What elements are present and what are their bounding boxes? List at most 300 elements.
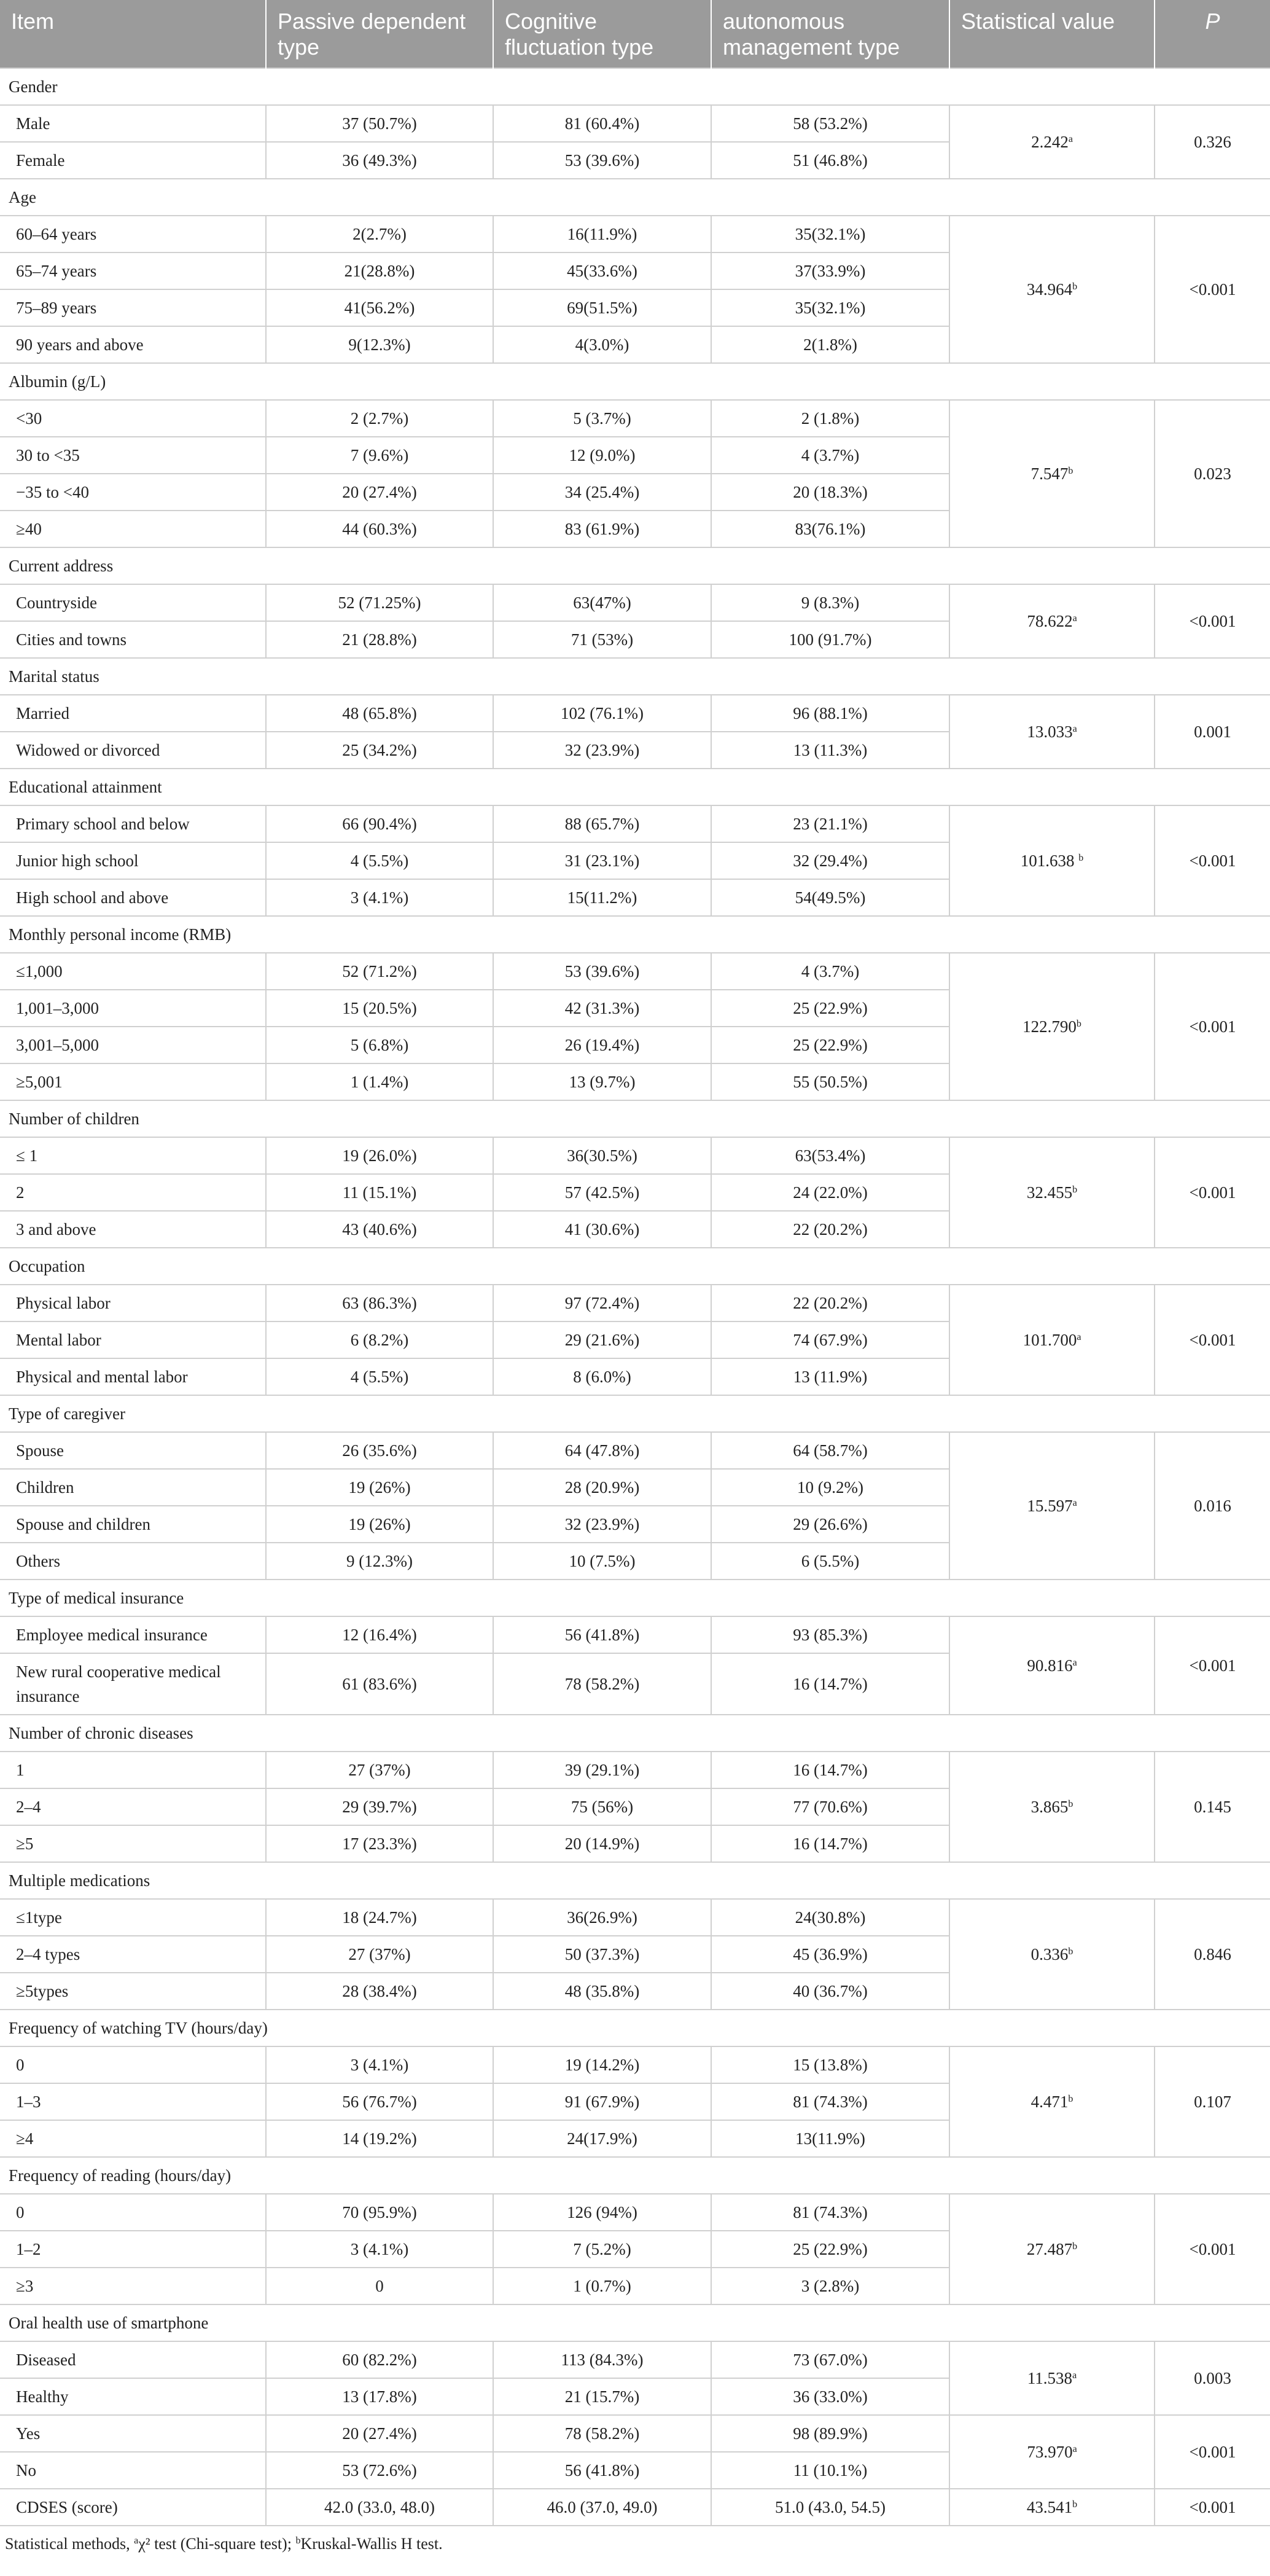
cognitive-value: 81 (60.4%) — [493, 105, 711, 142]
p-value: <0.001 — [1155, 1616, 1270, 1715]
stat-superscript: a — [1072, 1498, 1077, 1508]
autonomous-value: 63(53.4%) — [711, 1137, 949, 1174]
footnote-b-text: Kruskal-Wallis H test. — [300, 2535, 443, 2553]
stat-number: 7.547 — [1030, 464, 1069, 483]
row-label: ≥5types — [0, 1973, 266, 2010]
autonomous-value: 4 (3.7%) — [711, 953, 949, 990]
passive-value: 20 (27.4%) — [266, 474, 493, 511]
table-row — [0, 2046, 1270, 2083]
row-label: Spouse — [0, 1432, 266, 1469]
passive-value: 3 (4.1%) — [266, 2231, 493, 2268]
passive-value: 17 (23.3%) — [266, 1825, 493, 1862]
table-row — [0, 400, 1270, 437]
stat-superscript: b — [1072, 281, 1078, 292]
cdses-row — [0, 2489, 1270, 2526]
row-label: ≥40 — [0, 511, 266, 547]
row-label: −35 to <40 — [0, 474, 266, 511]
group-header-row — [0, 363, 1270, 400]
stat-superscript: a — [1072, 1658, 1077, 1668]
header-cognitive: Cognitive fluctuation type — [493, 0, 711, 68]
table-row — [0, 584, 1270, 621]
cognitive-value: 64 (47.8%) — [493, 1432, 711, 1469]
row-label: 1–2 — [0, 2231, 266, 2268]
passive-value: 56 (76.7%) — [266, 2083, 493, 2120]
header-p: P — [1155, 0, 1270, 68]
passive-value: 2(2.7%) — [266, 216, 493, 253]
stat-number: 3.865 — [1030, 1798, 1069, 1816]
cognitive-value: 50 (37.3%) — [493, 1936, 711, 1973]
stat-number: 34.964 — [1026, 280, 1073, 299]
group-header-row — [0, 68, 1270, 105]
stat-superscript: a — [1072, 2444, 1077, 2454]
stat-number: 43.541 — [1026, 2498, 1073, 2516]
table-row — [0, 695, 1270, 732]
passive-value: 19 (26%) — [266, 1506, 493, 1543]
row-label: Cities and towns — [0, 621, 266, 658]
cognitive-value: 36(26.9%) — [493, 1899, 711, 1936]
group-header-row — [0, 916, 1270, 953]
cognitive-value: 71 (53%) — [493, 621, 711, 658]
group-title: Educational attainment — [0, 769, 1270, 805]
row-label: ≥5,001 — [0, 1063, 266, 1100]
autonomous-value: 3 (2.8%) — [711, 2268, 949, 2304]
footnote-sup-a: a — [134, 2535, 139, 2546]
p-value: <0.001 — [1155, 584, 1270, 658]
passive-value: 29 (39.7%) — [266, 1788, 493, 1825]
statistical-value — [949, 953, 1155, 1100]
p-value: 0.001 — [1155, 695, 1270, 769]
p-value: 0.023 — [1155, 400, 1270, 547]
cognitive-value: 34 (25.4%) — [493, 474, 711, 511]
stat-superscript: a — [1068, 134, 1073, 144]
table-row — [0, 2341, 1270, 2378]
passive-value: 4 (5.5%) — [266, 842, 493, 879]
cognitive-value: 69(51.5%) — [493, 289, 711, 326]
autonomous-value: 96 (88.1%) — [711, 695, 949, 732]
group-title: Type of caregiver — [0, 1395, 1270, 1432]
cognitive-value: 78 (58.2%) — [493, 1653, 711, 1715]
table-row — [0, 805, 1270, 842]
passive-value: 70 (95.9%) — [266, 2194, 493, 2231]
autonomous-value: 58 (53.2%) — [711, 105, 949, 142]
statistical-value — [949, 1616, 1155, 1715]
row-label: ≥5 — [0, 1825, 266, 1862]
row-label: ≤1type — [0, 1899, 266, 1936]
stat-superscript: b — [1076, 1019, 1081, 1029]
passive-value: 42.0 (33.0, 48.0) — [266, 2489, 493, 2526]
row-label: Children — [0, 1469, 266, 1506]
cognitive-value: 56 (41.8%) — [493, 2452, 711, 2489]
table-row — [0, 2194, 1270, 2231]
cognitive-value: 31 (23.1%) — [493, 842, 711, 879]
group-title: Type of medical insurance — [0, 1580, 1270, 1616]
autonomous-value: 81 (74.3%) — [711, 2083, 949, 2120]
passive-value: 13 (17.8%) — [266, 2378, 493, 2415]
passive-value: 53 (72.6%) — [266, 2452, 493, 2489]
row-label: Junior high school — [0, 842, 266, 879]
passive-value: 5 (6.8%) — [266, 1027, 493, 1063]
group-header-row — [0, 1395, 1270, 1432]
autonomous-value: 13 (11.9%) — [711, 1358, 949, 1395]
row-label: ≥4 — [0, 2120, 266, 2157]
cognitive-value: 24(17.9%) — [493, 2120, 711, 2157]
cognitive-value: 42 (31.3%) — [493, 990, 711, 1027]
passive-value: 36 (49.3%) — [266, 142, 493, 179]
autonomous-value: 81 (74.3%) — [711, 2194, 949, 2231]
stat-superscript: b — [1068, 466, 1073, 476]
autonomous-value: 64 (58.7%) — [711, 1432, 949, 1469]
cognitive-value: 78 (58.2%) — [493, 2415, 711, 2452]
row-label: 75–89 years — [0, 289, 266, 326]
autonomous-value: 10 (9.2%) — [711, 1469, 949, 1506]
p-value: <0.001 — [1155, 216, 1270, 363]
stat-superscript: b — [1072, 2499, 1078, 2510]
passive-value: 27 (37%) — [266, 1752, 493, 1788]
row-label: Married — [0, 695, 266, 732]
autonomous-value: 40 (36.7%) — [711, 1973, 949, 2010]
table-row — [0, 953, 1270, 990]
cognitive-value: 83 (61.9%) — [493, 511, 711, 547]
group-title: Multiple medications — [0, 1862, 1270, 1899]
cognitive-value: 29 (21.6%) — [493, 1321, 711, 1358]
p-value: <0.001 — [1155, 2194, 1270, 2304]
autonomous-value: 16 (14.7%) — [711, 1653, 949, 1715]
p-value: <0.001 — [1155, 2415, 1270, 2489]
passive-value: 63 (86.3%) — [266, 1285, 493, 1321]
header-passive: Passive dependent type — [266, 0, 493, 68]
group-header-row — [0, 1100, 1270, 1137]
group-header-row — [0, 658, 1270, 695]
table-header — [0, 0, 1270, 68]
passive-value: 18 (24.7%) — [266, 1899, 493, 1936]
row-label: ≤1,000 — [0, 953, 266, 990]
p-value: 0.003 — [1155, 2341, 1270, 2415]
group-header-row — [0, 1862, 1270, 1899]
row-label: Physical labor — [0, 1285, 266, 1321]
stat-number: 101.638 — [1020, 851, 1079, 870]
row-label: 2–4 — [0, 1788, 266, 1825]
stat-superscript: b — [1068, 1799, 1073, 1809]
autonomous-value: 51.0 (43.0, 54.5) — [711, 2489, 949, 2526]
autonomous-value: 45 (36.9%) — [711, 1936, 949, 1973]
row-label: ≤ 1 — [0, 1137, 266, 1174]
cognitive-value: 26 (19.4%) — [493, 1027, 711, 1063]
autonomous-value: 77 (70.6%) — [711, 1788, 949, 1825]
stat-number: 32.455 — [1026, 1183, 1073, 1202]
statistical-value — [949, 105, 1155, 179]
p-value: <0.001 — [1155, 953, 1270, 1100]
row-label: Yes — [0, 2415, 266, 2452]
group-title: Oral health use of smartphone — [0, 2304, 1270, 2341]
footnote-prefix: Statistical methods, — [5, 2535, 134, 2553]
p-value: 0.846 — [1155, 1899, 1270, 2010]
passive-value: 52 (71.25%) — [266, 584, 493, 621]
passive-value: 66 (90.4%) — [266, 805, 493, 842]
group-header-row — [0, 1248, 1270, 1285]
statistical-value — [949, 805, 1155, 916]
autonomous-value: 16 (14.7%) — [711, 1825, 949, 1862]
cognitive-value: 13 (9.7%) — [493, 1063, 711, 1100]
passive-value: 3 (4.1%) — [266, 879, 493, 916]
passive-value: 48 (65.8%) — [266, 695, 493, 732]
autonomous-value: 74 (67.9%) — [711, 1321, 949, 1358]
cognitive-value: 7 (5.2%) — [493, 2231, 711, 2268]
autonomous-value: 24 (22.0%) — [711, 1174, 949, 1211]
group-header-row — [0, 1580, 1270, 1616]
table-body — [0, 68, 1270, 2526]
autonomous-value: 22 (20.2%) — [711, 1211, 949, 1248]
autonomous-value: 11 (10.1%) — [711, 2452, 949, 2489]
cognitive-value: 15(11.2%) — [493, 879, 711, 916]
autonomous-value: 2(1.8%) — [711, 326, 949, 363]
autonomous-value: 36 (33.0%) — [711, 2378, 949, 2415]
row-label: 0 — [0, 2046, 266, 2083]
stat-number: 2.242 — [1031, 133, 1069, 151]
row-label: Countryside — [0, 584, 266, 621]
statistical-value — [949, 2415, 1155, 2489]
group-title: Frequency of reading (hours/day) — [0, 2157, 1270, 2194]
autonomous-value: 98 (89.9%) — [711, 2415, 949, 2452]
autonomous-value: 51 (46.8%) — [711, 142, 949, 179]
stat-superscript: b — [1068, 2094, 1073, 2104]
cognitive-value: 21 (15.7%) — [493, 2378, 711, 2415]
cognitive-value: 1 (0.7%) — [493, 2268, 711, 2304]
cognitive-value: 5 (3.7%) — [493, 400, 711, 437]
passive-value: 14 (19.2%) — [266, 2120, 493, 2157]
passive-value: 9 (12.3%) — [266, 1543, 493, 1580]
group-header-row — [0, 769, 1270, 805]
autonomous-value: 29 (26.6%) — [711, 1506, 949, 1543]
autonomous-value: 23 (21.1%) — [711, 805, 949, 842]
autonomous-value: 16 (14.7%) — [711, 1752, 949, 1788]
cognitive-value: 4(3.0%) — [493, 326, 711, 363]
statistical-value — [949, 2489, 1155, 2526]
passive-value: 7 (9.6%) — [266, 437, 493, 474]
passive-value: 19 (26.0%) — [266, 1137, 493, 1174]
passive-value: 4 (5.5%) — [266, 1358, 493, 1395]
cognitive-value: 16(11.9%) — [493, 216, 711, 253]
cognitive-value: 32 (23.9%) — [493, 1506, 711, 1543]
p-value: 0.145 — [1155, 1752, 1270, 1862]
passive-value: 9(12.3%) — [266, 326, 493, 363]
cognitive-value: 53 (39.6%) — [493, 953, 711, 990]
autonomous-value: 83(76.1%) — [711, 511, 949, 547]
statistical-value — [949, 216, 1155, 363]
row-label: Primary school and below — [0, 805, 266, 842]
group-header-row — [0, 1715, 1270, 1752]
autonomous-value: 24(30.8%) — [711, 1899, 949, 1936]
statistical-value — [949, 695, 1155, 769]
autonomous-value: 13(11.9%) — [711, 2120, 949, 2157]
row-label: 60–64 years — [0, 216, 266, 253]
statistical-value — [949, 1137, 1155, 1248]
cognitive-value: 126 (94%) — [493, 2194, 711, 2231]
stat-superscript: a — [1072, 613, 1077, 624]
row-label: 1–3 — [0, 2083, 266, 2120]
statistical-value — [949, 1285, 1155, 1395]
row-label: High school and above — [0, 879, 266, 916]
row-label: Spouse and children — [0, 1506, 266, 1543]
autonomous-value: 25 (22.9%) — [711, 990, 949, 1027]
group-title: Monthly personal income (RMB) — [0, 916, 1270, 953]
row-label: 1 — [0, 1752, 266, 1788]
row-label: 2–4 types — [0, 1936, 266, 1973]
footnote — [0, 2526, 1270, 2553]
table-row — [0, 1137, 1270, 1174]
row-label: CDSES (score) — [0, 2489, 266, 2526]
passive-value: 44 (60.3%) — [266, 511, 493, 547]
stat-number: 27.487 — [1026, 2240, 1073, 2258]
row-label: ≥3 — [0, 2268, 266, 2304]
stat-number: 78.622 — [1027, 612, 1073, 630]
row-label: Female — [0, 142, 266, 179]
footnote-sup-b: b — [295, 2535, 301, 2546]
cognitive-value: 113 (84.3%) — [493, 2341, 711, 2378]
table-row — [0, 105, 1270, 142]
group-title: Albumin (g/L) — [0, 363, 1270, 400]
stat-superscript: a — [1072, 2370, 1077, 2381]
p-value: 0.107 — [1155, 2046, 1270, 2157]
autonomous-value: 15 (13.8%) — [711, 2046, 949, 2083]
stat-number: 101.700 — [1023, 1331, 1077, 1349]
autonomous-value: 25 (22.9%) — [711, 2231, 949, 2268]
row-label: Others — [0, 1543, 266, 1580]
passive-value: 20 (27.4%) — [266, 2415, 493, 2452]
table-row — [0, 216, 1270, 253]
row-label: Male — [0, 105, 266, 142]
stat-number: 13.033 — [1027, 722, 1073, 741]
passive-value: 2 (2.7%) — [266, 400, 493, 437]
autonomous-value: 32 (29.4%) — [711, 842, 949, 879]
group-header-row — [0, 547, 1270, 584]
row-label: 1,001–3,000 — [0, 990, 266, 1027]
p-value: <0.001 — [1155, 1285, 1270, 1395]
passive-value: 60 (82.2%) — [266, 2341, 493, 2378]
autonomous-value: 55 (50.5%) — [711, 1063, 949, 1100]
stat-number: 4.471 — [1030, 2093, 1069, 2111]
cognitive-value: 41 (30.6%) — [493, 1211, 711, 1248]
autonomous-value: 37(33.9%) — [711, 253, 949, 289]
autonomous-value: 20 (18.3%) — [711, 474, 949, 511]
table-row — [0, 1432, 1270, 1469]
autonomous-value: 2 (1.8%) — [711, 400, 949, 437]
row-label: Diseased — [0, 2341, 266, 2378]
footnote-a-text: χ² test (Chi-square test); — [138, 2535, 296, 2553]
stat-number: 90.816 — [1027, 1656, 1073, 1675]
p-value: <0.001 — [1155, 1137, 1270, 1248]
p-value: 0.016 — [1155, 1432, 1270, 1580]
group-title: Marital status — [0, 658, 1270, 695]
cognitive-value: 12 (9.0%) — [493, 437, 711, 474]
cognitive-value: 28 (20.9%) — [493, 1469, 711, 1506]
stat-number: 11.538 — [1027, 2369, 1073, 2387]
autonomous-value: 22 (20.2%) — [711, 1285, 949, 1321]
cognitive-value: 53 (39.6%) — [493, 142, 711, 179]
passive-value: 19 (26%) — [266, 1469, 493, 1506]
group-header-row — [0, 2010, 1270, 2046]
cognitive-value: 32 (23.9%) — [493, 732, 711, 769]
cognitive-value: 48 (35.8%) — [493, 1973, 711, 2010]
statistical-value — [949, 2341, 1155, 2415]
cognitive-value: 57 (42.5%) — [493, 1174, 711, 1211]
cognitive-value: 88 (65.7%) — [493, 805, 711, 842]
group-title: Number of chronic diseases — [0, 1715, 1270, 1752]
group-title: Occupation — [0, 1248, 1270, 1285]
cognitive-value: 10 (7.5%) — [493, 1543, 711, 1580]
statistical-value — [949, 2046, 1155, 2157]
passive-value: 27 (37%) — [266, 1936, 493, 1973]
stat-superscript: a — [1077, 1332, 1081, 1342]
cognitive-value: 36(30.5%) — [493, 1137, 711, 1174]
header-item: Item — [0, 0, 266, 68]
passive-value: 12 (16.4%) — [266, 1616, 493, 1653]
passive-value: 41(56.2%) — [266, 289, 493, 326]
stat-superscript: b — [1068, 1946, 1073, 1957]
row-label: 0 — [0, 2194, 266, 2231]
cognitive-value: 20 (14.9%) — [493, 1825, 711, 1862]
passive-value: 28 (38.4%) — [266, 1973, 493, 2010]
autonomous-value: 73 (67.0%) — [711, 2341, 949, 2378]
stat-number: 0.336 — [1030, 1945, 1069, 1963]
cognitive-value: 39 (29.1%) — [493, 1752, 711, 1788]
passive-value: 61 (83.6%) — [266, 1653, 493, 1715]
autonomous-value: 100 (91.7%) — [711, 621, 949, 658]
autonomous-value: 13 (11.3%) — [711, 732, 949, 769]
cognitive-value: 19 (14.2%) — [493, 2046, 711, 2083]
statistical-value — [949, 1752, 1155, 1862]
cognitive-value: 56 (41.8%) — [493, 1616, 711, 1653]
passive-value: 25 (34.2%) — [266, 732, 493, 769]
passive-value: 1 (1.4%) — [266, 1063, 493, 1100]
stat-superscript: a — [1072, 724, 1077, 734]
group-title: Current address — [0, 547, 1270, 584]
group-title: Frequency of watching TV (hours/day) — [0, 2010, 1270, 2046]
statistical-value — [949, 2194, 1155, 2304]
cognitive-value: 63(47%) — [493, 584, 711, 621]
table-row — [0, 2415, 1270, 2452]
table-row — [0, 1752, 1270, 1788]
statistical-value — [949, 1899, 1155, 2010]
autonomous-value: 54(49.5%) — [711, 879, 949, 916]
p-value: 0.326 — [1155, 105, 1270, 179]
autonomous-value: 35(32.1%) — [711, 289, 949, 326]
passive-value: 21(28.8%) — [266, 253, 493, 289]
passive-value: 15 (20.5%) — [266, 990, 493, 1027]
table-row — [0, 1899, 1270, 1936]
stat-superscript: b — [1078, 853, 1084, 863]
row-label: Healthy — [0, 2378, 266, 2415]
passive-value: 3 (4.1%) — [266, 2046, 493, 2083]
row-label: Physical and mental labor — [0, 1358, 266, 1395]
passive-value: 52 (71.2%) — [266, 953, 493, 990]
cognitive-value: 8 (6.0%) — [493, 1358, 711, 1395]
autonomous-value: 4 (3.7%) — [711, 437, 949, 474]
cognitive-value: 46.0 (37.0, 49.0) — [493, 2489, 711, 2526]
row-label: 30 to <35 — [0, 437, 266, 474]
passive-value: 37 (50.7%) — [266, 105, 493, 142]
cognitive-value: 97 (72.4%) — [493, 1285, 711, 1321]
p-value: <0.001 — [1155, 805, 1270, 916]
row-label: Widowed or divorced — [0, 732, 266, 769]
statistical-value — [949, 584, 1155, 658]
stat-superscript: b — [1072, 2241, 1078, 2252]
cognitive-value: 91 (67.9%) — [493, 2083, 711, 2120]
table-row — [0, 1616, 1270, 1653]
passive-value: 0 — [266, 2268, 493, 2304]
row-label: <30 — [0, 400, 266, 437]
row-label: 3 and above — [0, 1211, 266, 1248]
header-autonomous: autonomous management type — [711, 0, 949, 68]
